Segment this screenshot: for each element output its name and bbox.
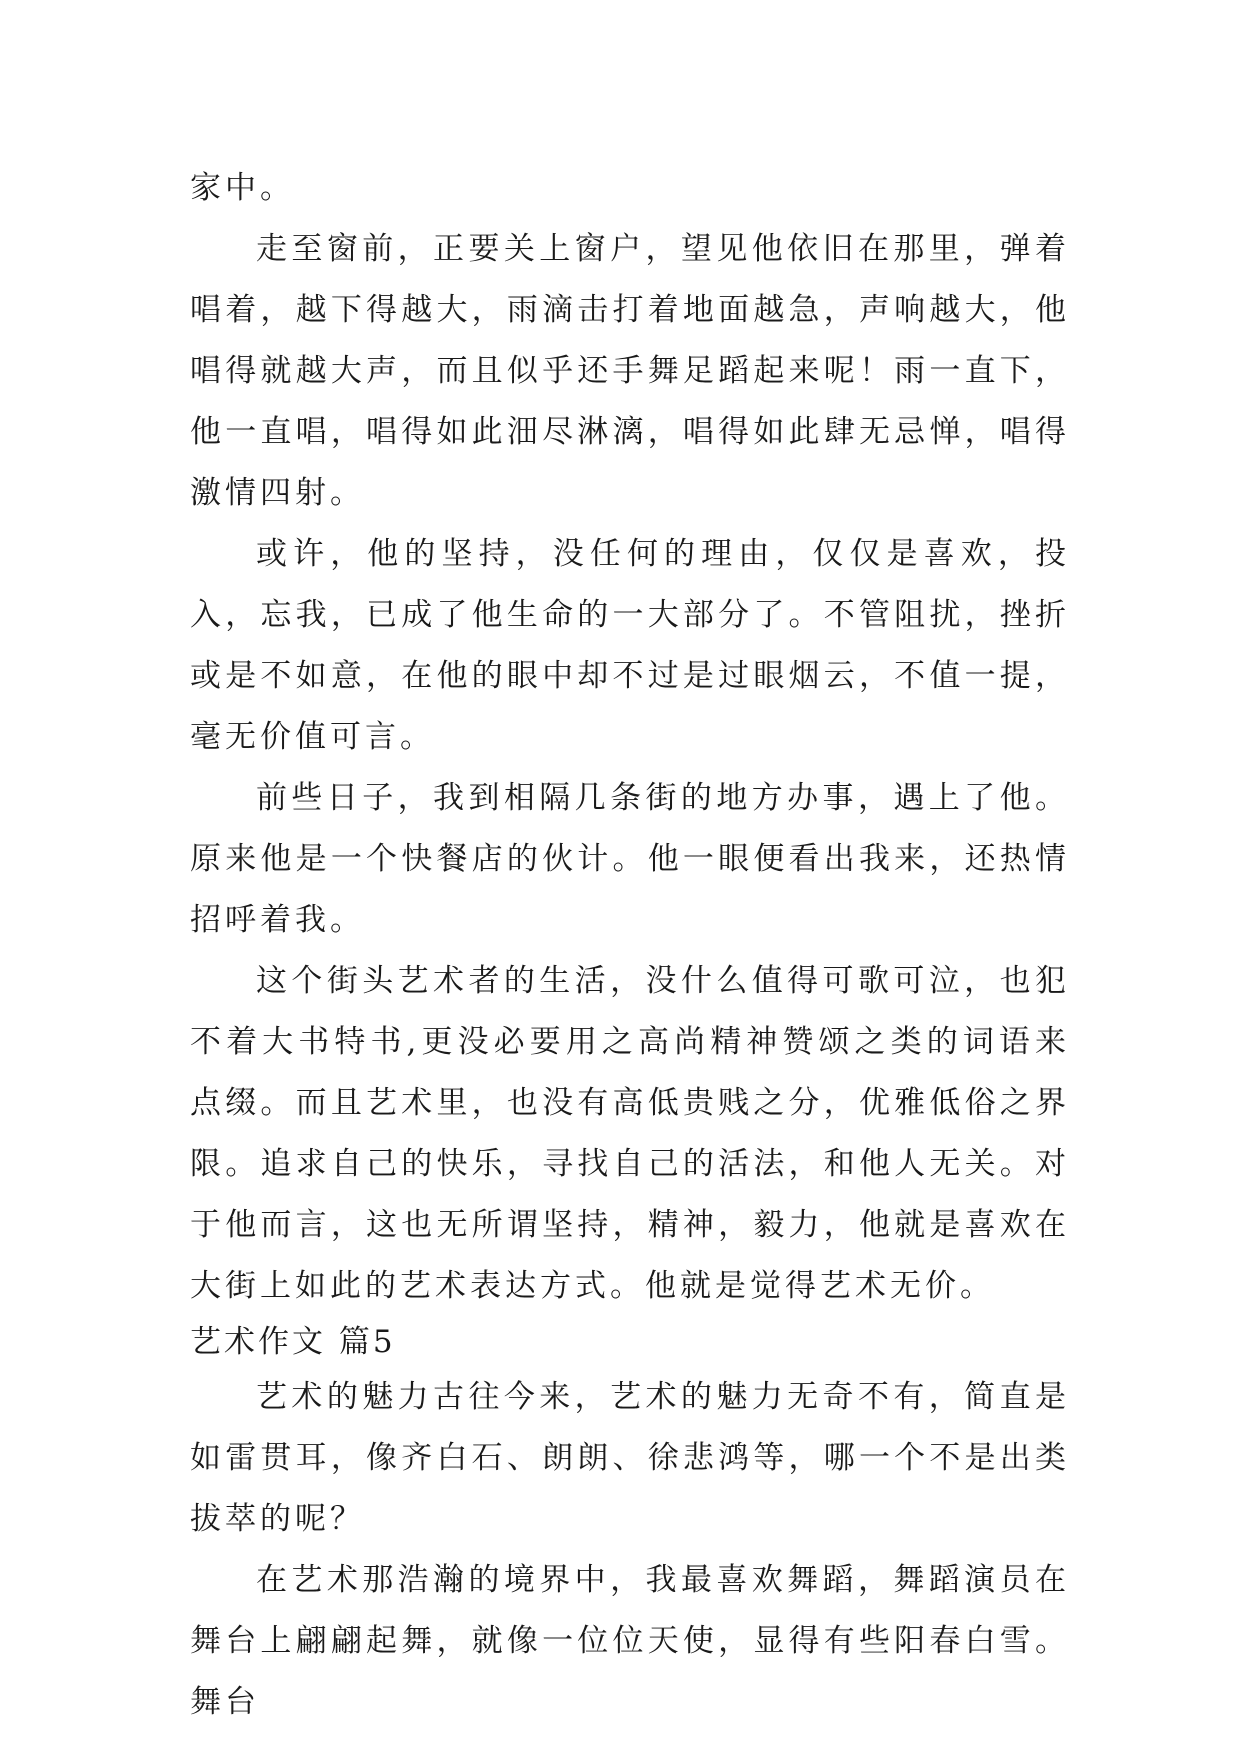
paragraph: 在艺术那浩瀚的境界中，我最喜欢舞蹈，舞蹈演员在舞台上翩翩起舞，就像一位位天使，显得有些阳春白雪。舞台: [190, 1562, 1070, 1720]
paragraph: 这个街头艺术者的生活，没什么值得可歌可泣，也犯不着大书特书,更没必要用之高尚精神赞颂之类的词语来点缀。而且艺术里，也没有高低贵贱之分，优雅低俗之界限。追求自己的快乐，寻找自己的活法，和他人无关。对于他而言，这也无所谓坚持，精神，毅力，他就是喜欢在大街上如此的艺术表达方式。他就是觉得艺术无价。: [190, 963, 1070, 1304]
paragraph: 或许，他的坚持，没任何的理由，仅仅是喜欢，投入，忘我，已成了他生命的一大部分了。不管阻扰，挫折或是不如意，在他的眼中却不过是过眼烟云，不值一提，毫无价值可言。: [190, 536, 1070, 755]
paragraph: 艺术的魅力古往今来，艺术的魅力无奇不有，简直是如雷贯耳，像齐白石、朗朗、徐悲鸿等，哪一个不是出类拔萃的呢？: [190, 1379, 1070, 1537]
paragraph: 走至窗前，正要关上窗户，望见他依旧在那里，弹着唱着，越下得越大，雨滴击打着地面越急，声响越大，他唱得就越大声，而且似乎还手舞足蹈起来呢！雨一直下，他一直唱，唱得如此沺尽淋漓，唱得如此肆无忌惮，唱得激情四射。: [190, 231, 1070, 511]
paragraph: 前些日子，我到相隔几条街的地方办事，遇上了他。原来他是一个快餐店的伙计。他一眼便看出我来，还热情招呼着我。: [190, 780, 1070, 938]
section-heading: 艺术作文 篇5: [190, 1324, 396, 1360]
document-body: [190, 158, 1070, 1733]
paragraph-continuation: 家中。: [190, 170, 295, 206]
